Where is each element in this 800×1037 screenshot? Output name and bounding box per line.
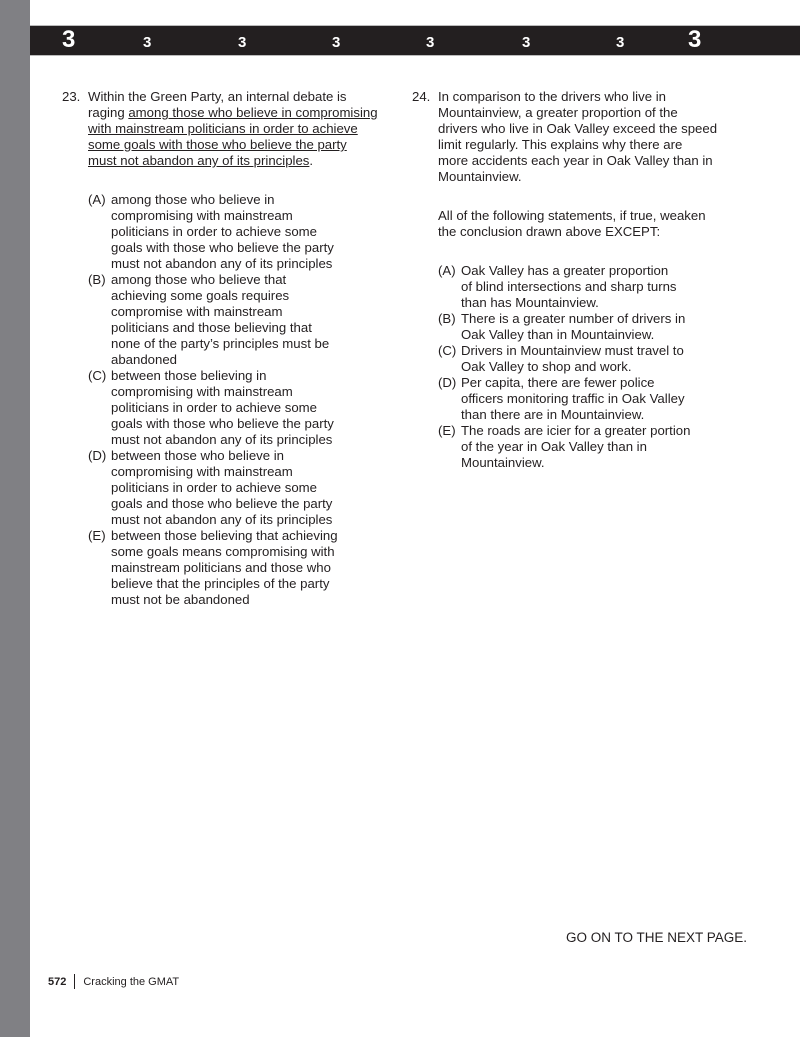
- choice-label: (D): [88, 448, 107, 463]
- choice-label: (E): [88, 528, 106, 543]
- stem-line: [62, 105, 392, 121]
- text-segment: the conclusion drawn above EXCEPT:: [438, 224, 661, 239]
- question-24: [412, 89, 742, 471]
- question-23: [62, 89, 392, 608]
- choice-line: politicians in order to achieve some: [111, 400, 317, 415]
- text-segment: raging: [88, 105, 129, 120]
- choice-line: There is a greater number of drivers in: [461, 311, 686, 326]
- choice-line: goals with those who believe the party: [111, 240, 334, 255]
- stem-line: [412, 121, 742, 137]
- answer-choice-a: [412, 263, 742, 311]
- stem-line: [412, 105, 742, 121]
- choice-label: (B): [88, 272, 106, 287]
- choice-line: politicians in order to achieve some: [111, 224, 317, 239]
- stem-line: [412, 153, 742, 169]
- answer-choice-a: [62, 192, 392, 272]
- choice-line: must not be abandoned: [111, 592, 250, 607]
- choice-line: must not abandon any of its principles: [111, 256, 333, 271]
- section-marker: 3: [238, 34, 247, 51]
- choice-line: Oak Valley than in Mountainview.: [461, 327, 655, 342]
- text-segment: .: [309, 153, 314, 168]
- choice-line: than has Mountainview.: [461, 295, 599, 310]
- choice-line: mainstream politicians and those who: [111, 560, 331, 575]
- choice-line: Mountainview.: [461, 455, 545, 470]
- choice-line: between those believing in: [111, 368, 267, 383]
- stem-line: [412, 169, 742, 185]
- answer-choice-b: [62, 272, 392, 368]
- section-marker: 3: [616, 34, 625, 51]
- stem-line: [62, 137, 392, 153]
- choice-line: Per capita, there are fewer police: [461, 375, 655, 390]
- choice-line: abandoned: [111, 352, 178, 367]
- choice-line: none of the party’s principles must be: [111, 336, 330, 351]
- spacer: [62, 169, 392, 192]
- answer-choice-c: [412, 343, 742, 375]
- choice-line: of the year in Oak Valley than in: [461, 439, 647, 454]
- choice-line: politicians and those believing that: [111, 320, 312, 335]
- choice-line: politicians in order to achieve some: [111, 480, 317, 495]
- choice-line: must not abandon any of its principles: [111, 512, 333, 527]
- choice-line: compromising with mainstream: [111, 208, 293, 223]
- choice-line: Oak Valley has a greater proportion: [461, 263, 669, 278]
- answer-choice-d: [62, 448, 392, 528]
- choice-line: believe that the principles of the party: [111, 576, 330, 591]
- go-on-next-page: GO ON TO THE NEXT PAGE.: [566, 930, 748, 945]
- book-title: Cracking the GMAT: [83, 975, 180, 988]
- choice-line: compromising with mainstream: [111, 384, 293, 399]
- choice-label: (C): [438, 343, 457, 358]
- choice-line: between those who believe in: [111, 448, 285, 463]
- stem-line: [62, 121, 392, 137]
- text-segment: In comparison to the drivers who live in: [438, 89, 666, 104]
- answer-choice-e: [412, 423, 742, 471]
- choice-label: (A): [438, 263, 456, 278]
- choice-line: achieving some goals requires: [111, 288, 290, 303]
- question-number: 24.: [412, 89, 431, 104]
- choice-label: (D): [438, 375, 457, 390]
- section-header-band: [30, 25, 800, 56]
- choice-label: (C): [88, 368, 107, 383]
- choice-line: goals with those who believe the party: [111, 416, 334, 431]
- underlined-text: with mainstream politicians in order to achieve: [88, 121, 358, 136]
- spacer: [412, 185, 742, 208]
- choice-label: (E): [438, 423, 456, 438]
- question-line: [412, 224, 742, 240]
- text-segment: Mountainview, a greater proportion of the: [438, 105, 678, 120]
- choice-line: Drivers in Mountainview must travel to: [461, 343, 684, 358]
- choice-label: (A): [88, 192, 106, 207]
- choice-line: officers monitoring traffic in Oak Valley: [461, 391, 685, 406]
- choice-line: compromise with mainstream: [111, 304, 283, 319]
- choice-line: The roads are icier for a greater portion: [461, 423, 691, 438]
- spacer: [412, 240, 742, 263]
- stem-line: [62, 89, 392, 105]
- section-marker: 3: [332, 34, 341, 51]
- choice-label: (B): [438, 311, 456, 326]
- text-segment: All of the following statements, if true, weaken: [438, 208, 706, 223]
- stem-line: [412, 137, 742, 153]
- choice-line: some goals means compromising with: [111, 544, 335, 559]
- choice-line: compromising with mainstream: [111, 464, 293, 479]
- page-number: 572: [48, 975, 67, 988]
- question-number: 23.: [62, 89, 81, 104]
- choice-line: among those who believe that: [111, 272, 287, 287]
- choice-line: between those believing that achieving: [111, 528, 338, 543]
- text-segment: drivers who live in Oak Valley exceed the speed: [438, 121, 718, 136]
- choice-line: among those who believe in: [111, 192, 275, 207]
- page-margin-bar: [0, 0, 30, 1037]
- section-marker: 3: [62, 26, 76, 53]
- choice-line: must not abandon any of its principles: [111, 432, 333, 447]
- section-marker: 3: [688, 26, 702, 53]
- underlined-text: must not abandon any of its principles: [88, 153, 310, 168]
- choice-line: than there are in Mountainview.: [461, 407, 645, 422]
- answer-choice-c: [62, 368, 392, 448]
- answer-choice-e: [62, 528, 392, 608]
- section-marker: 3: [522, 34, 531, 51]
- stem-line: [412, 89, 742, 105]
- stem-line: [62, 153, 392, 169]
- page-footer: [48, 974, 179, 989]
- text-segment: more accidents each year in Oak Valley than in: [438, 153, 713, 168]
- text-segment: limit regularly. This explains why there are: [438, 137, 683, 152]
- text-segment: Within the Green Party, an internal debate is: [88, 89, 347, 104]
- underlined-text: among those who believe in compromising: [128, 105, 378, 120]
- choice-line: goals and those who believe the party: [111, 496, 333, 511]
- text-segment: Mountainview.: [438, 169, 522, 184]
- section-marker: 3: [426, 34, 435, 51]
- question-line: [412, 208, 742, 224]
- answer-choice-d: [412, 375, 742, 423]
- underlined-text: some goals with those who believe the party: [88, 137, 347, 152]
- choice-line: of blind intersections and sharp turns: [461, 279, 677, 294]
- section-marker: 3: [143, 34, 152, 51]
- footer-divider: [74, 974, 75, 989]
- choice-line: Oak Valley to shop and work.: [461, 359, 632, 374]
- answer-choice-b: [412, 311, 742, 343]
